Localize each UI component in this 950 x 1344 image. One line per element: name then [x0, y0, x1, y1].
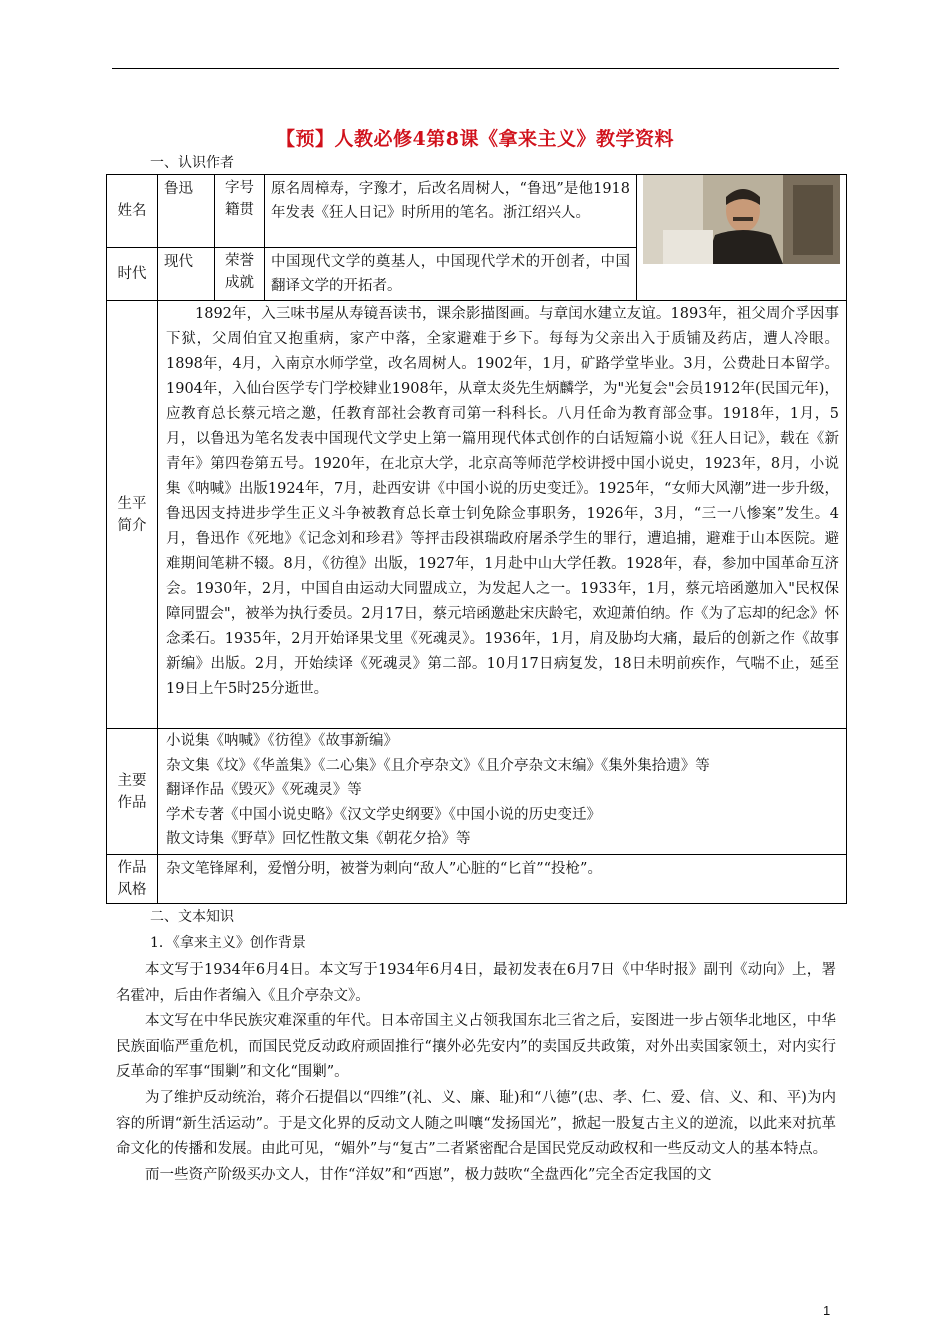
body-text	[116, 958, 836, 1188]
list-item: 杂文集《坟》《华盖集》《二心集》《且介亭杂文》《且介亭杂文末编》《集外集拾遗》等	[166, 757, 710, 774]
table-row	[107, 175, 847, 248]
list-item: 翻译作品《毁灭》《死魂灵》等	[166, 782, 362, 798]
value-era: 现代	[158, 248, 215, 301]
paragraph: 为了维护反动统治，蒋介石提倡以“四维”(礼、义、廉、耻)和“八德”(忠、孝、仁、爱、信、义、和、平)为内容的所谓“新生活运动”。于是文化界的反动文人随之叫嚷“发扬国光”，掀起一股复古主义的逆流，以此来对抗革命文化的传播和发展。由此可见，“媚外”与“复古”二者紧密配合是国民党反动政权和一些反动文人的基本特点。	[116, 1089, 836, 1158]
label-works-text: 主要作品	[117, 772, 147, 811]
paragraph: 本文写于1934年6月4日。本文写于1934年6月4日，最初发表在6月7日《中华时报》副刊《动向》上，署名霍冲，后由作者编入《且介亭杂文》。	[116, 962, 836, 1004]
portrait-photo-icon	[643, 175, 840, 264]
table-row	[107, 301, 847, 729]
value-honors: 中国现代文学的奠基人，中国现代学术的开创者，中国翻译文学的开拓者。	[265, 248, 637, 301]
label-biography	[107, 301, 158, 729]
works-cell	[158, 729, 847, 855]
value-name: 鲁迅	[158, 175, 215, 248]
subsection-heading-background: 1．《拿来主义》创作背景	[150, 935, 306, 951]
label-style-text: 作品风格	[117, 860, 147, 898]
header-rule	[112, 68, 839, 69]
biography-cell	[158, 301, 847, 729]
label-honors: 荣誉成就	[215, 248, 265, 301]
style-cell	[158, 855, 847, 904]
label-works	[107, 729, 158, 855]
label-name: 姓名	[107, 175, 158, 248]
author-info-table	[106, 174, 847, 904]
style-text: 杂文笔锋犀利，爱憎分明，被誉为刺向“敌人”心脏的“匕首”“投枪”。	[166, 861, 602, 877]
label-style	[107, 855, 158, 904]
page-number: 1	[823, 1303, 831, 1318]
section-heading-text-knowledge: 二、文本知识	[150, 909, 234, 925]
label-era: 时代	[107, 248, 158, 301]
value-courtesy-origin: 原名周樟寿，字豫才，后改名周树人，“鲁迅”是他1918年发表《狂人日记》时所用的笔名。浙江绍兴人。	[265, 175, 637, 248]
list-item: 小说集《呐喊》《彷徨》《故事新编》	[166, 733, 398, 749]
list-item: 学术专著《中国小说史略》《汉文学史纲要》《中国小说的历史变迁》	[166, 806, 601, 823]
table-row	[107, 855, 847, 904]
list-item: 散文诗集《野草》回忆性散文集《朝花夕拾》等	[166, 831, 471, 847]
page-title: 【预】人教必修4第8课《拿来主义》教学资料	[276, 128, 674, 150]
portrait-cell	[637, 175, 847, 301]
paragraph: 而一些资产阶级买办文人，甘作“洋奴”和“西崽”，极力鼓吹“全盘西化”完全否定我国的文	[145, 1166, 712, 1183]
table-row	[107, 729, 847, 855]
paragraph: 本文写在中华民族灾难深重的年代。日本帝国主义占领我国东北三省之后，妄图进一步占领华北地区，中华民族面临严重危机，而国民党反动政府顽固推行“攘外必先安内”的卖国反共政策，对外出卖国家领土，对内实行反革命的军事“围剿”和文化“围剿”。	[116, 1013, 836, 1081]
biography-text: 1892年，入三味书屋从寿镜吾读书，课余影描图画。与章闰水建立友谊。1893年，祖父周介孚因事下狱，父周伯宜又抱重病，家产中落，全家避难于乡下。每每为父亲出入于质铺及药店，遭人冷眼。1898年，4月，入南京水师学堂，改名周树人。1902年，1月，矿路学堂毕业。3月，公费赴日本留学。1904年，入仙台医学专门学校肄业1908年，从章太炎先生炳麟学，为"光复会"会员1912年(民国元年)，应教育总长蔡元培之邀，任教育部社会教育司第一科科长。八月任命为教育部佥事。1918年，1月，5月，以鲁迅为笔名发表中国现代文学史上第一篇用现代体式创作的白话短篇小说《狂人日记》，载在《新青年》第四卷第五号。1920年，在北京大学，北京高等师范学校讲授中国小说史，1923年，8月，小说集《呐喊》出版1924年，7月，赴西安讲《中国小说的历史变迁》。1925年，“女师大风潮”进一步升级，鲁迅因支持进步学生正义斗争被教育总长章士钊免除佥事职务，1926年，3月，“三一八惨案”发生。4月，鲁迅作《死地》《记念刘和珍君》等抨击段祺瑞政府屠杀学生的罪行，遭追捕，避难于山本医院。避难期间笔耕不辍。8月，《彷徨》出版，1927年，1月赴中山大学任教。1928年，春，参加中国革命互济会。1930年，2月，中国自由运动大同盟成立，为发起人之一。1933年，1月，蔡元培函邀加入"民权保障同盟会"，被举为执行委员。2月17日，蔡元培函邀赴宋庆龄宅，欢迎萧伯纳。作《为了忘却的纪念》怀念柔石。1935年，2月开始译果戈里《死魂灵》。1936年，1月，肩及胁均大痛，最后的创新之作《故事新编》出版。2月，开始续译《死魂灵》第二部。10月17日病复发，18日未明前疾作，气喘不止，延至19日上午5时25分逝世。	[166, 306, 839, 697]
section-heading-author: 一、认识作者	[150, 155, 234, 171]
label-courtesy-origin: 字号籍贯	[215, 175, 265, 248]
label-biography-text: 生平简介	[117, 495, 147, 534]
